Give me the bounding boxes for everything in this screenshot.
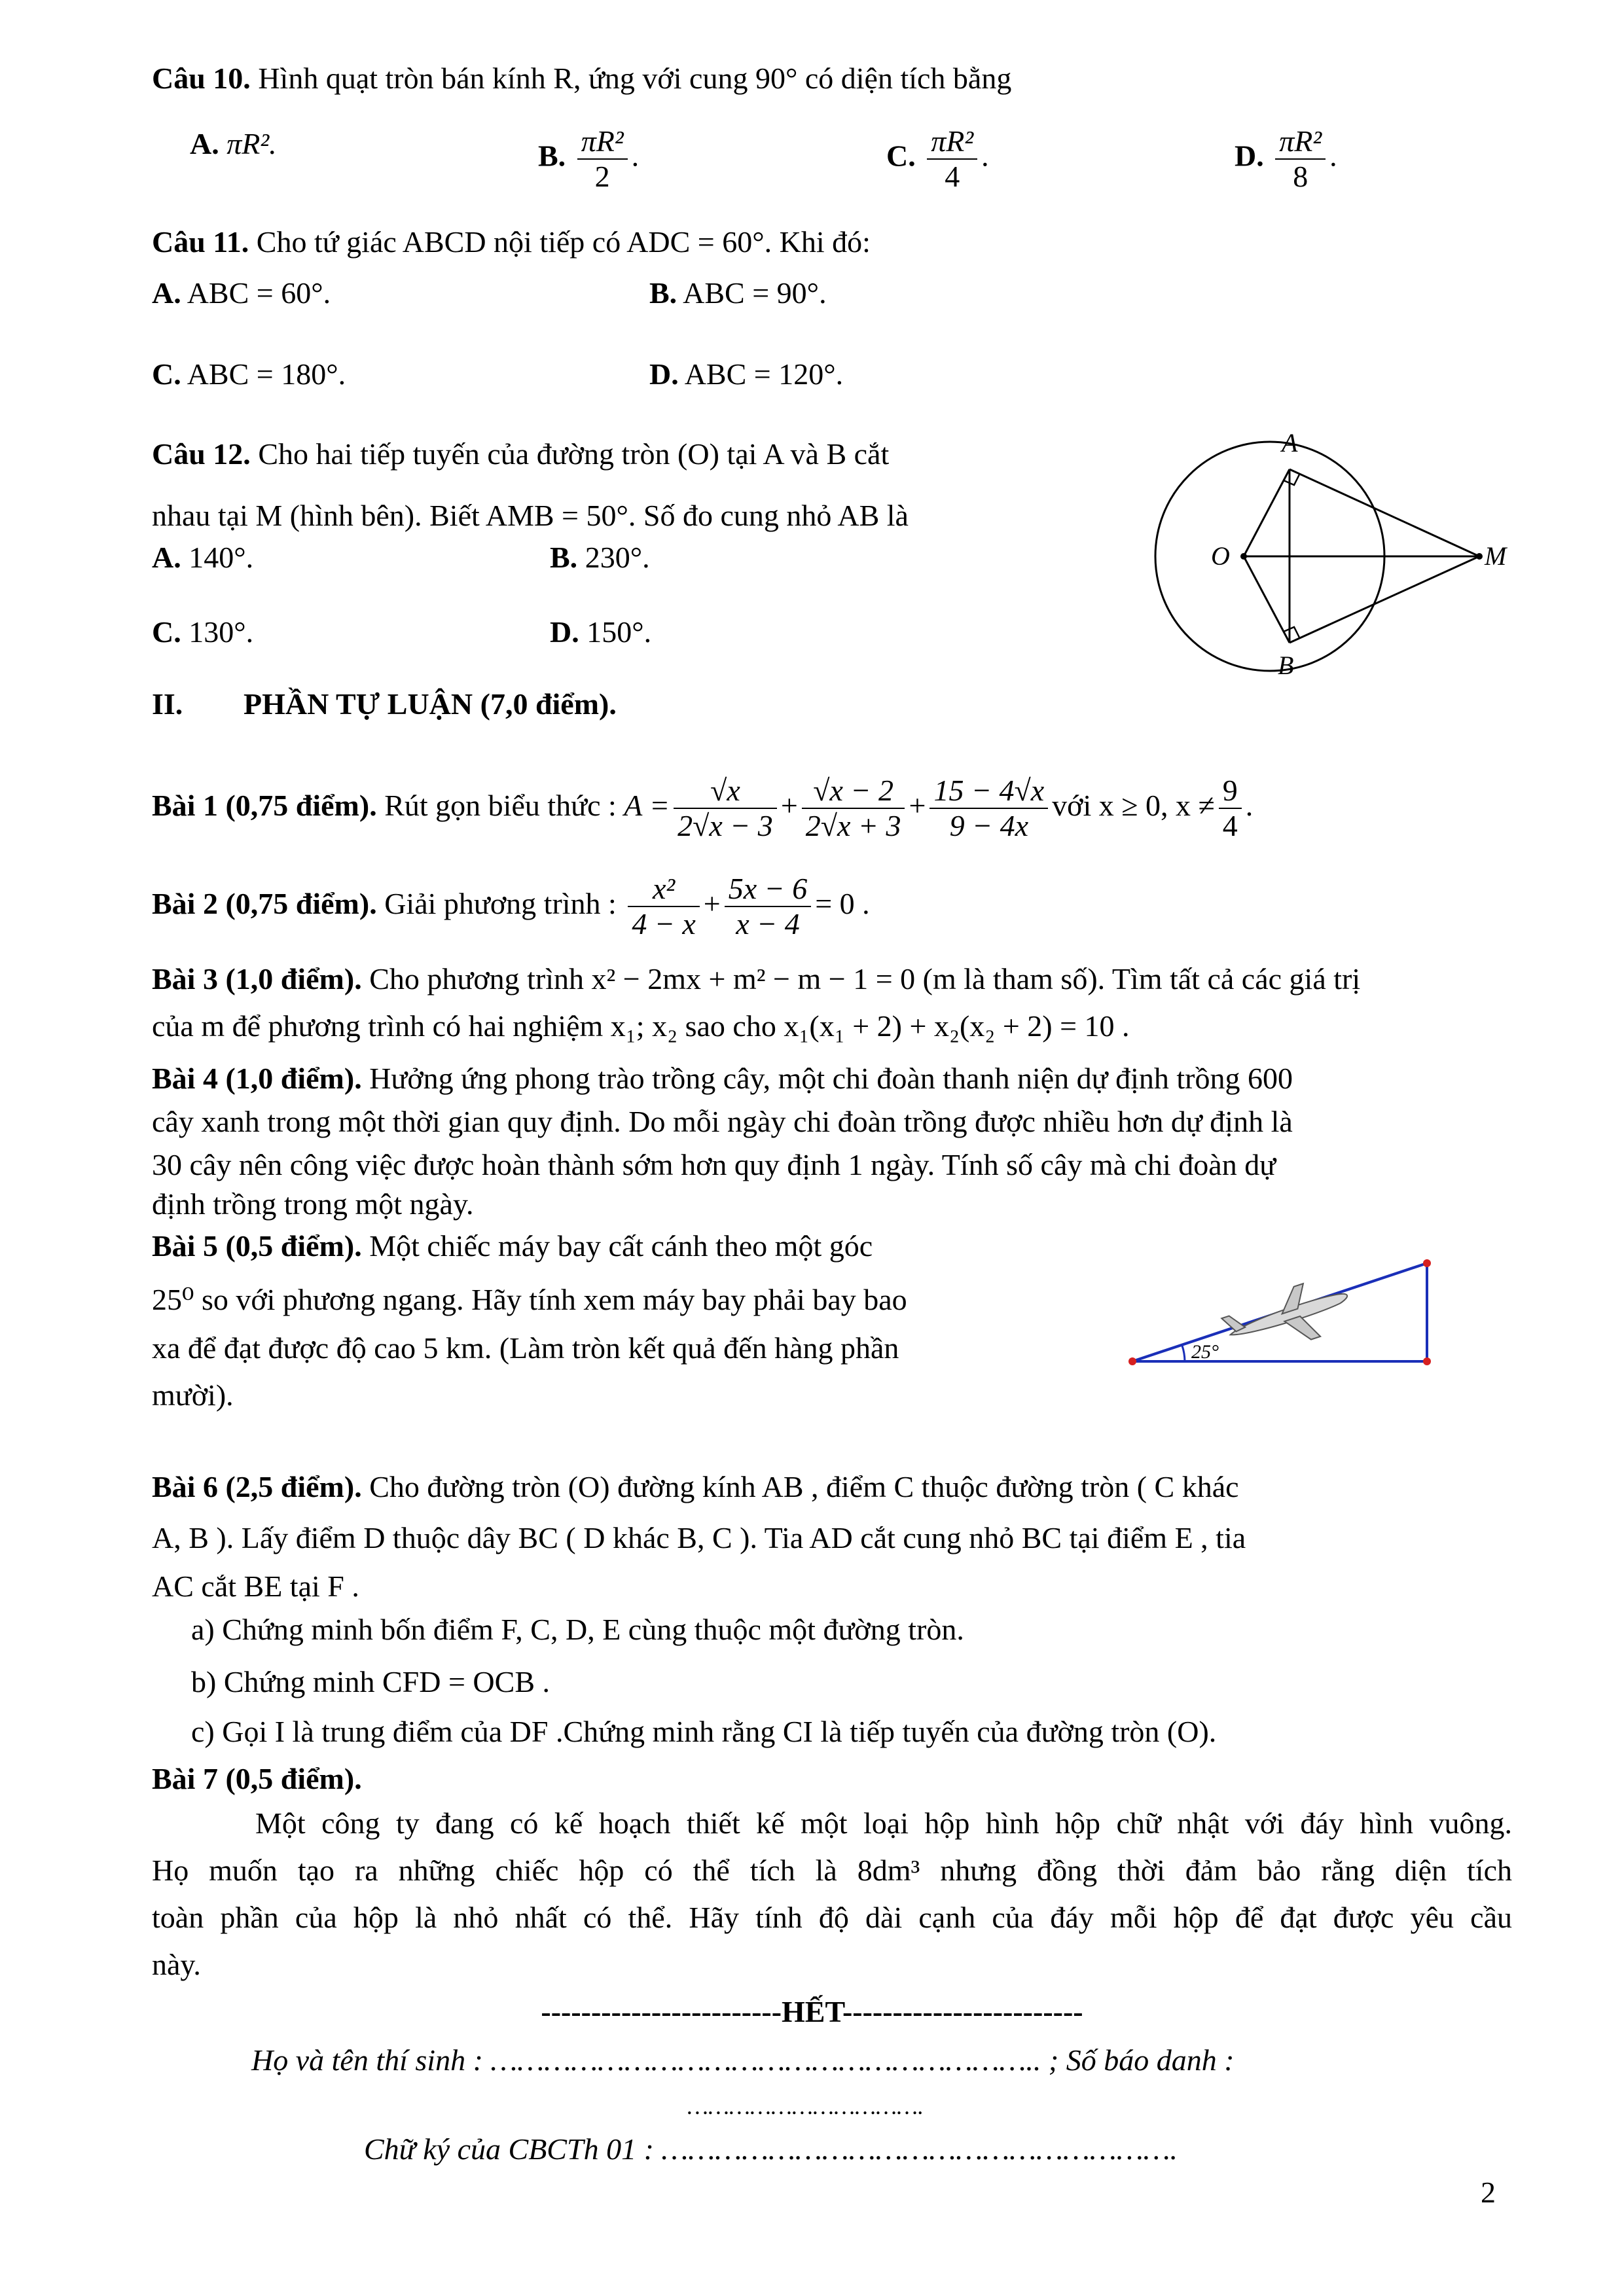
q12-question-line2: nhau tại M (hình bên). Biết AMB = 50°. Số đo cung nhỏ AB là — [152, 499, 909, 532]
label-o: O — [1211, 541, 1230, 571]
bai2-fraction-1: $\frac{\text{x²}}{4 - x}$ — [628, 872, 699, 941]
angle-arc — [1182, 1346, 1185, 1361]
bai6-line3: AC cắt BE tại F . — [152, 1570, 359, 1603]
bai4-line4: định trồng trong một ngày. — [152, 1187, 474, 1221]
q12-option-d: D. 150°. — [550, 615, 652, 649]
angle-label: 25° — [1191, 1341, 1219, 1363]
q10-option-d-fraction: $\frac{\text{πR²}}{8}$ — [1275, 124, 1326, 194]
part2-number: II. — [152, 687, 183, 721]
bai1-condition-fraction: $\frac{9}{4}$ — [1219, 774, 1242, 843]
q10-option-d: D. $\frac{\text{πR²}}{8}$ . — [1235, 124, 1337, 193]
radius-ob — [1244, 556, 1290, 643]
bai7-line3: toàn phần của hộp là nhỏ nhất có thể. Hãy tính độ dài cạnh của đáy mỗi hộp để đạt được yêu cầu — [152, 1901, 1512, 1934]
q10-option-b-fraction: $\frac{\text{πR²}}{2}$ — [577, 124, 628, 194]
bai1: Bài 1 (0,75 điểm). Rút gọn biểu thức : A = $\frac{√x}{2√x - 3}$ + $\frac{√x - 2}{2√x + 3}$ + $\frac{15 - 4√x}{9 - 4x}$ với x ≥ 0, x ≠ $\frac{9}{4}$ . — [152, 774, 1254, 843]
bai6-part-a: a) Chứng minh bốn điểm F, C, D, E cùng thuộc một đường tròn. — [191, 1613, 964, 1646]
bai6-line1: Bài 6 (2,5 điểm). Cho đường tròn (O) đường kính AB , điểm C thuộc đường tròn ( C khác — [152, 1470, 1239, 1503]
bai5-line4: mười). — [152, 1378, 234, 1412]
bai5-line1: Bài 5 (0,5 điểm). Một chiếc máy bay cất cánh theo một góc — [152, 1229, 873, 1263]
bai4-line1: Bài 4 (1,0 điểm). Hưởng ứng phong trào trồng cây, một chi đoàn thanh niện dự định trồng 600 — [152, 1062, 1293, 1095]
bai3-line2: của m để phương trình có hai nghiệm x₁; x₂ sao cho x₁(x₁ + 2) + x₂(x₂ + 2) = 10 . — [152, 1009, 1130, 1043]
bai1-fraction-1: $\frac{√x}{2√x - 3}$ — [674, 774, 777, 843]
q11-option-b: B. ABC = 90°. — [649, 276, 827, 310]
q10-option-a: A. πR². — [190, 127, 277, 160]
bai3-line1: Bài 3 (1,0 điểm). Cho phương trình x² − 2mx + m² − m − 1 = 0 (m là tham số). Tìm tất cả các giá trị — [152, 962, 1361, 996]
radius-oa — [1244, 469, 1290, 556]
point-m — [1476, 553, 1483, 560]
part2-title: PHẦN TỰ LUẬN (7,0 điểm). — [244, 687, 617, 721]
bai6-line2: A, B ). Lấy điểm D thuộc dây BC ( D khác B, C ). Tia AD cắt cung nhỏ BC tại điểm E , tia — [152, 1521, 1246, 1554]
bai5-line2: 25⁰ so với phương ngang. Hãy tính xem máy bay phải bay bao — [152, 1283, 907, 1316]
q11-option-a: A. ABC = 60°. — [152, 276, 331, 310]
q11-option-d: D. ABC = 120°. — [649, 357, 844, 391]
label-m: M — [1485, 541, 1507, 571]
label-a: A — [1282, 432, 1298, 457]
candidate-number-dots: ……………………………. — [687, 2093, 924, 2119]
q10-option-c-fraction: $\frac{\text{πR²}}{4}$ — [927, 124, 977, 194]
bai1-fraction-2: $\frac{√x - 2}{2√x + 3}$ — [802, 774, 905, 843]
q10-option-c: C. $\frac{\text{πR²}}{4}$ . — [886, 124, 989, 193]
q12-question-line1: Câu 12. Cho hai tiếp tuyến của đường tròn (O) tại A và B cắt — [152, 437, 890, 471]
bai6-part-c: c) Gọi I là trung điểm của DF .Chứng minh rằng CI là tiếp tuyến của đường tròn (O). — [191, 1715, 1217, 1748]
bai7-label: Bài 7 (0,5 điểm). — [152, 1762, 362, 1795]
airplane-triangle-figure — [1126, 1257, 1466, 1374]
vertex-foot — [1423, 1357, 1431, 1365]
q12-option-c: C. 130°. — [152, 615, 254, 649]
proctor-signature-line: Chữ ký của CBCTh 01 : …………………………………………………. — [364, 2132, 1178, 2166]
q10-question: Câu 10. Hình quạt tròn bán kính R, ứng với cung 90° có diện tích bằng — [152, 62, 1012, 95]
q12-option-b: B. 230°. — [550, 541, 650, 574]
bai2-fraction-2: $\frac{5x - 6}{x - 4}$ — [725, 872, 811, 941]
bai2: Bài 2 (0,75 điểm). Giải phương trình : $\frac{\text{x²}}{4 - x}$ + $\frac{5x - 6}{x - 4}$ = 0 . — [152, 872, 870, 941]
point-o — [1240, 553, 1247, 560]
page-number: 2 — [1481, 2176, 1496, 2209]
tangent-circle-figure — [1139, 432, 1532, 694]
bai6-part-b: b) Chứng minh CFD = OCB . — [191, 1665, 550, 1698]
bai4-line2: cây xanh trong một thời gian quy định. Do mỗi ngày chi đoàn trồng được nhiều hơn dự định là — [152, 1105, 1293, 1138]
end-marker: ------------------------HẾT------------------------ — [541, 1995, 1083, 2028]
candidate-name-line: Họ và tên thí sinh : …………………………………………………….. ; Số báo danh : — [251, 2043, 1235, 2077]
q11-option-c: C. ABC = 180°. — [152, 357, 346, 391]
bai1-fraction-3: $\frac{15 - 4√x}{9 - 4x}$ — [929, 774, 1048, 843]
airplane-icon — [1219, 1272, 1357, 1364]
vertex-top — [1423, 1259, 1431, 1267]
label-b: B — [1278, 651, 1294, 680]
bai4-line3: 30 cây nên công việc được hoàn thành sớm hơn quy định 1 ngày. Tính số cây mà chi đoàn dự — [152, 1148, 1276, 1181]
bai7-line2: Họ muốn tạo ra những chiếc hộp có thể tích là 8dm³ nhưng đồng thời đảm bảo rằng diện tích — [152, 1854, 1512, 1887]
q12-option-a: A. 140°. — [152, 541, 254, 574]
q11-question: Câu 11. Cho tứ giác ABCD nội tiếp có ADC = 60°. Khi đó: — [152, 225, 871, 259]
bai7-line4: này. — [152, 1948, 201, 1981]
q10-option-b: B. $\frac{\text{πR²}}{2}$ . — [538, 124, 640, 193]
vertex-ground — [1128, 1357, 1136, 1365]
bai7-line1: Một công ty đang có kế hoạch thiết kế một loại hộp hình hộp chữ nhật với đáy hình vuông. — [255, 1806, 1512, 1840]
bai5-line3: xa để đạt được độ cao 5 km. (Làm tròn kết quả đến hàng phần — [152, 1331, 899, 1365]
